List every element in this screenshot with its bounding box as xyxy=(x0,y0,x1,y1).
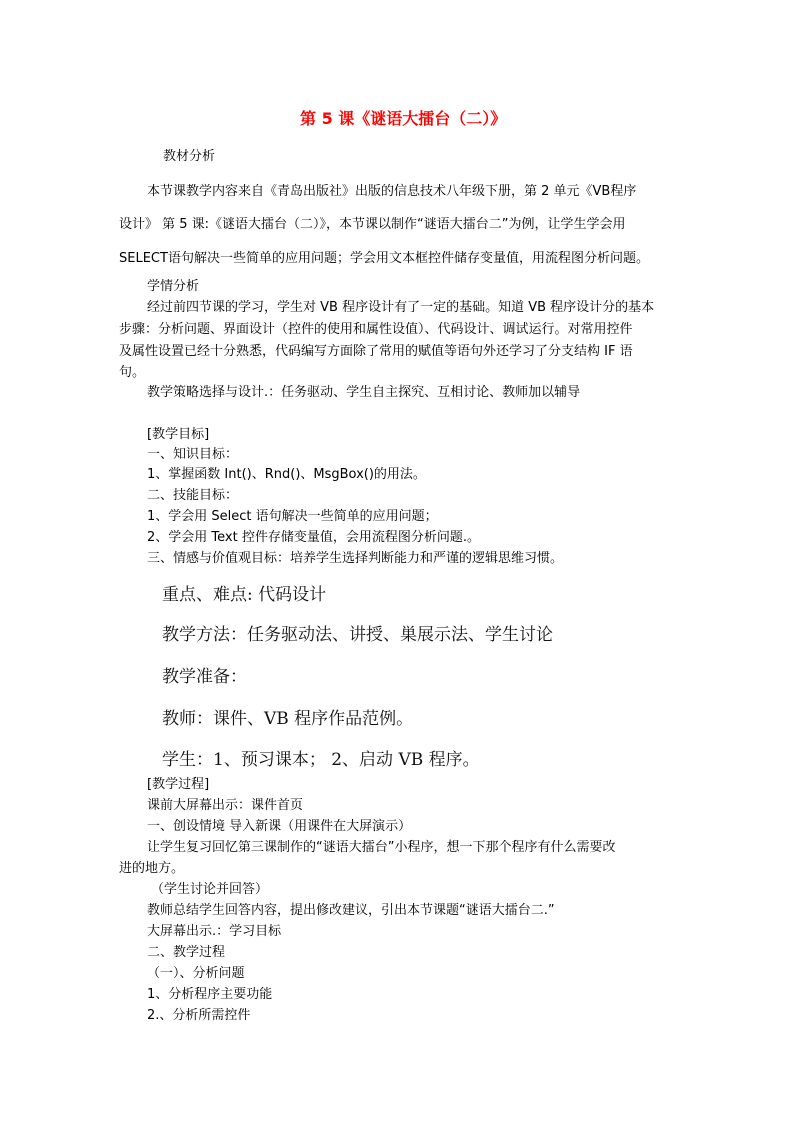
textbook-analysis-heading: 教材分析 xyxy=(163,149,216,164)
paragraph-line: SELECT语句解决一些简单的应用问题；学会用文本框控件储存变量值，用流程图分析问题。 xyxy=(119,251,649,266)
scanned-line: 重点、难点: 代码设计 xyxy=(162,585,327,605)
process-line: （一）、分析问题 xyxy=(147,966,245,981)
paragraph-line: 经过前四节课的学习，学生对 VB 程序设计有了一定的基础。知道 VB 程序设计分的基本 xyxy=(147,300,655,315)
strategy-line: 教学策略选择与设计.：任务驱动、学生自主探究、互相讨论、教师加以辅导 xyxy=(147,385,581,400)
paragraph-line: 步骤：分析问题、界面设计（控件的使用和属性设值）、代码设计、调试运行。对常用控件 xyxy=(119,322,633,337)
goal-line: 一、知识目标： xyxy=(147,447,239,462)
process-line: 二、教学过程 xyxy=(147,945,226,960)
process-line: 进的地方。 xyxy=(119,861,185,876)
goal-line: 二、技能目标： xyxy=(147,488,239,503)
scanned-line: 教师：课件、VB 程序作品范例。 xyxy=(162,709,414,729)
process-line: 1、分析程序主要功能 xyxy=(147,987,273,1002)
process-heading: [教学过程] xyxy=(147,777,210,792)
paragraph-line: 句。 xyxy=(119,365,146,380)
process-line: （学生讨论并回答） xyxy=(151,882,269,897)
process-line: 让学生复习回忆第三课制作的“谜语大擂台”小程序，想一下那个程序有什么需要改 xyxy=(147,840,616,855)
student-analysis-heading: 学情分析 xyxy=(147,279,200,294)
paragraph-line: 本节课教学内容来自《青岛出版社》出版的信息技术八年级下册，第 2 单元《VB程序 xyxy=(147,184,637,199)
scanned-line: 教学方法：任务驱动法、讲授、巣展示法、学生讨论 xyxy=(162,625,553,645)
goals-heading: [教学目标] xyxy=(147,427,210,442)
process-line: 教师总结学生回答内容，提出修改建议，引出本节课题“谜语大擂台二.” xyxy=(147,903,555,918)
document-title: 第 5 课《谜语大擂台（二）》 xyxy=(300,109,507,128)
process-line: 一、创设情境 导入新课（用课件在大屏演示） xyxy=(147,819,412,834)
goal-line: 1、学会用 Select 语句解决一些简单的应用问题； xyxy=(147,509,438,524)
process-line: 2.、分析所需控件 xyxy=(147,1008,251,1023)
scanned-line: 学生：1、预习课本； 2、启动 VB 程序。 xyxy=(162,750,480,770)
goal-line: 三、情感与价值观目标：培养学生选择判断能力和严谨的逻辑思维习惯。 xyxy=(147,551,564,566)
process-line: 课前大屏幕出示：课件首页 xyxy=(147,798,304,813)
paragraph-line: 及属性设置已经十分熟悉，代码编写方面除了常用的赋值等语句外还学习了分支结构 IF 语 xyxy=(119,344,633,359)
scanned-image-block xyxy=(160,578,580,778)
scanned-line: 教学准备： xyxy=(162,667,247,687)
goal-line: 2、学会用 Text 控件存储变量值，会用流程图分析问题.。 xyxy=(147,530,480,545)
process-line: 大屏幕出示.：学习目标 xyxy=(147,924,282,939)
goal-line: 1、掌握函数 Int()、Rnd()、MsgBox()的用法。 xyxy=(147,467,426,482)
paragraph-line: 设计》 第 5 课:《谜语大擂台（二）》，本节课以制作“谜语大擂台二”为例，让学生学会用 xyxy=(119,217,626,232)
